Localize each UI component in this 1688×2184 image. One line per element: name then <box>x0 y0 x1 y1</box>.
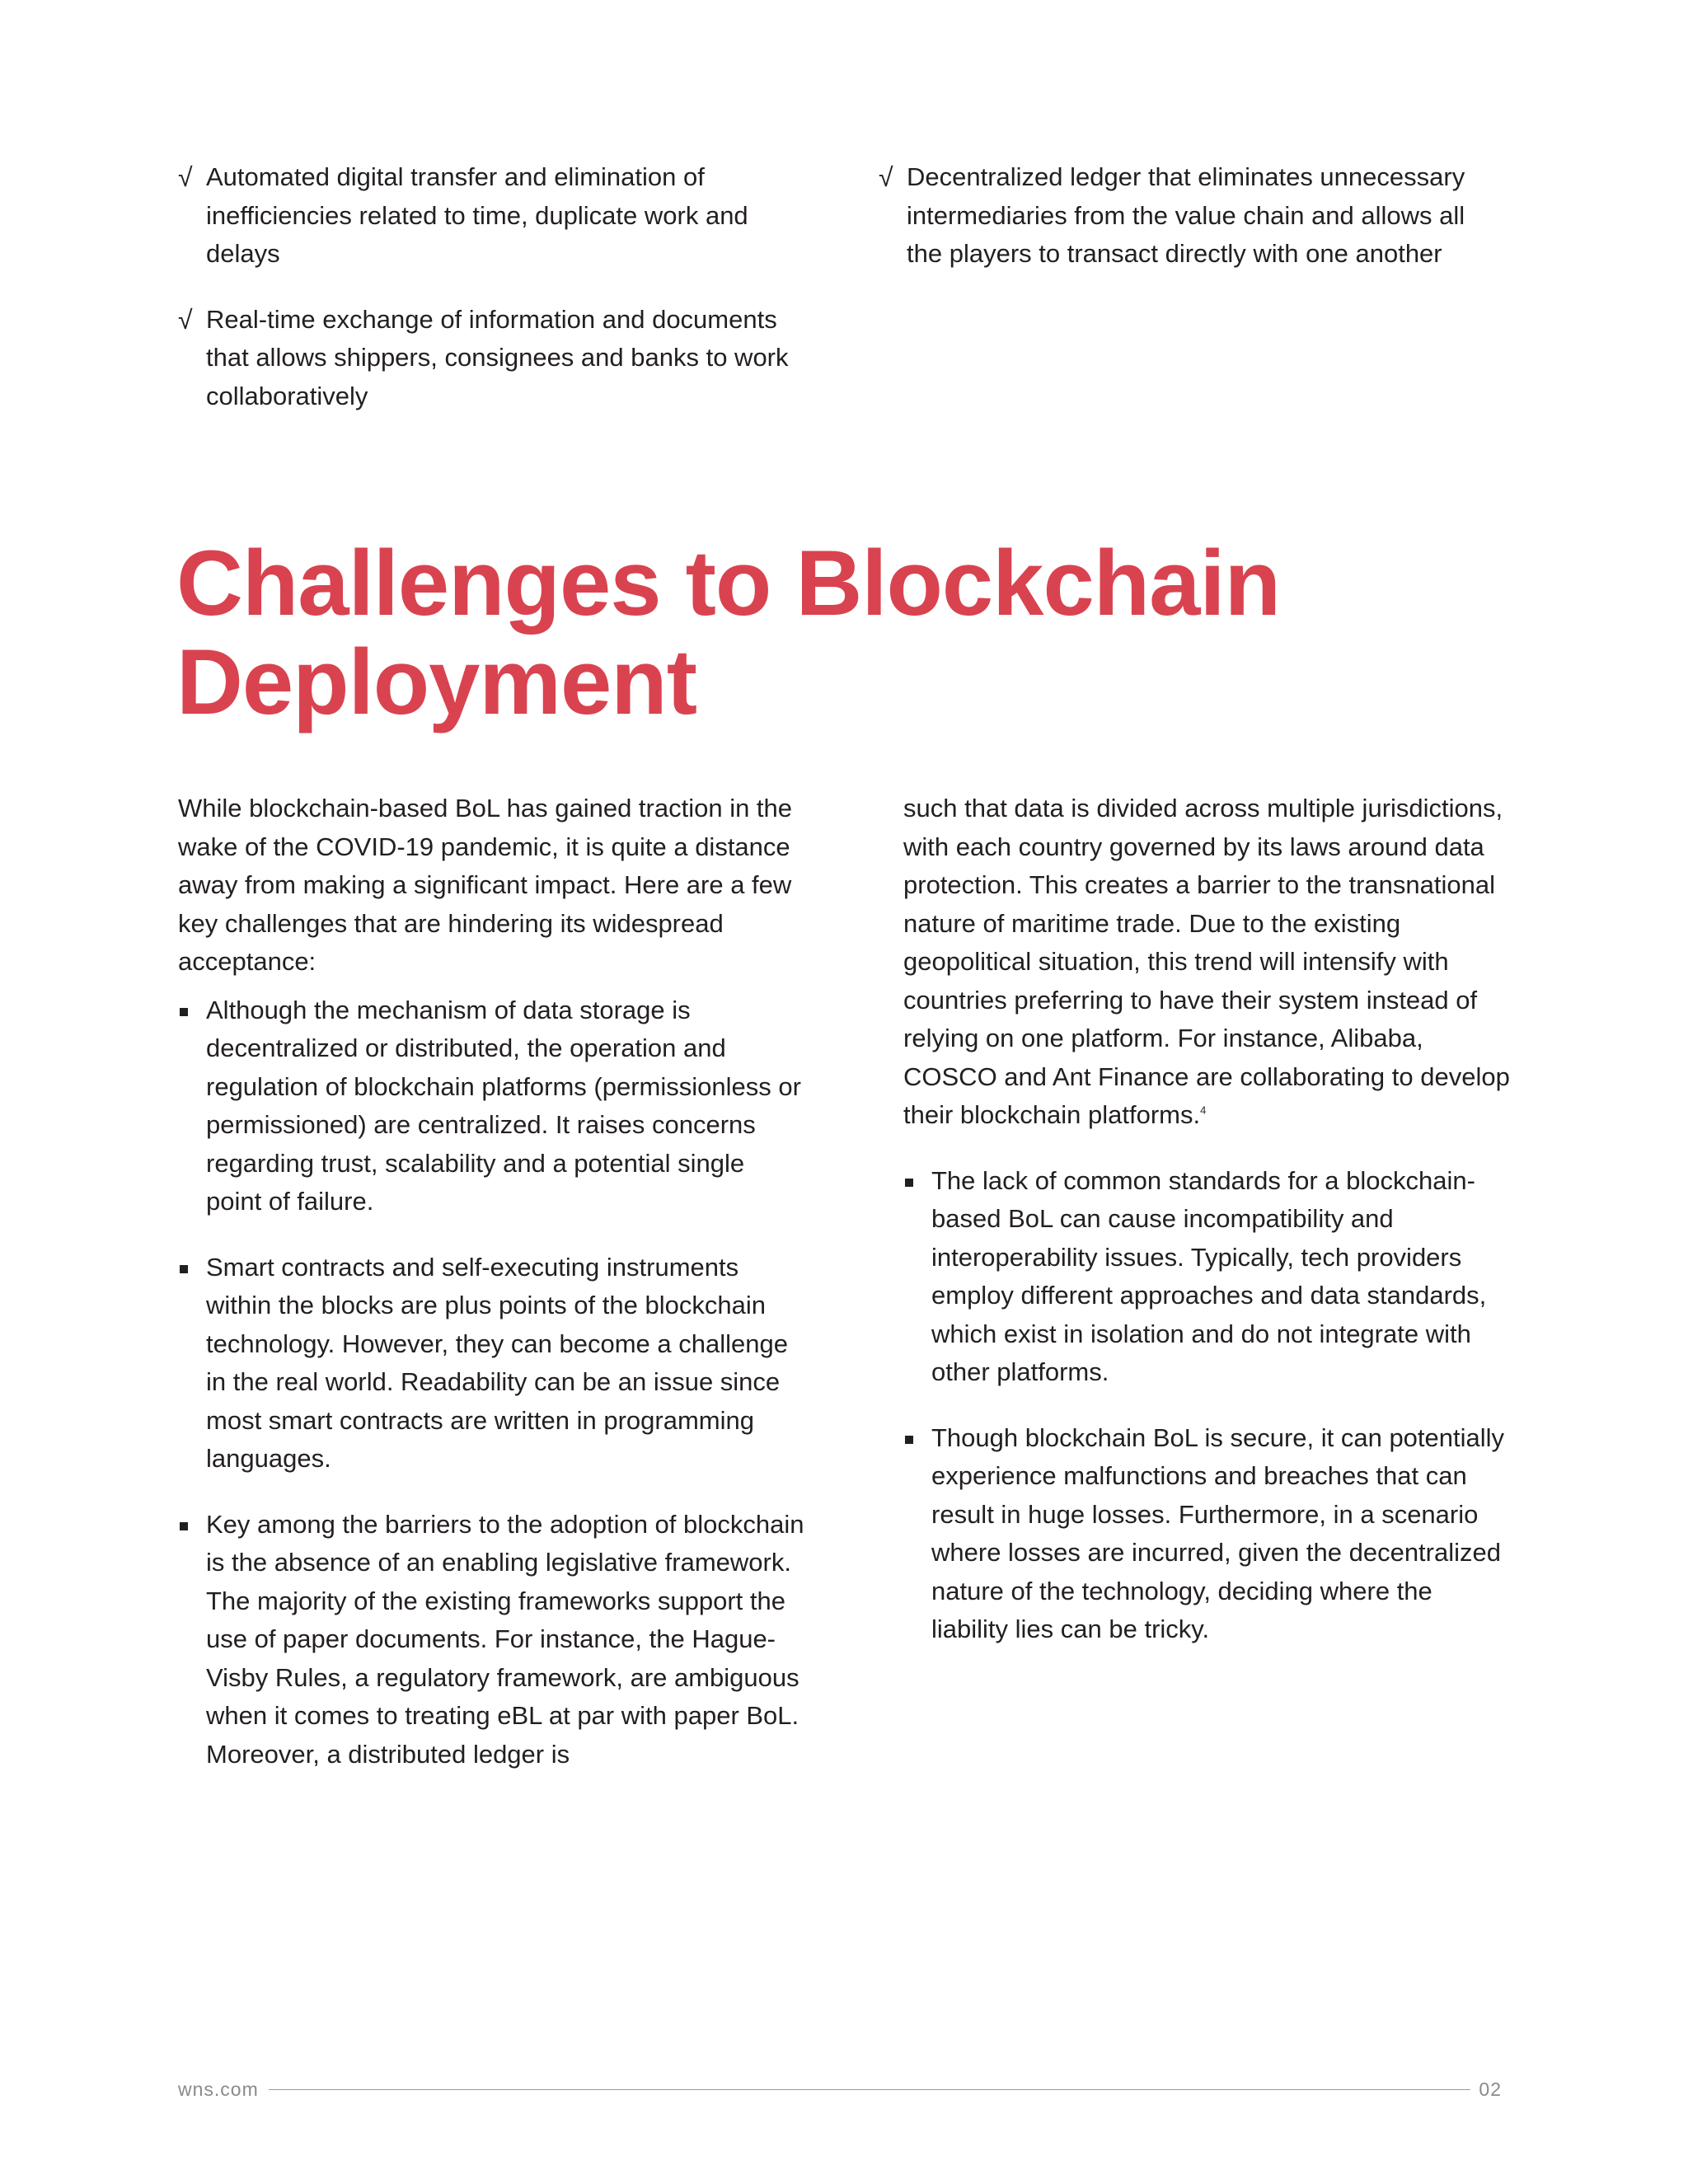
square-bullet-icon <box>905 1179 913 1187</box>
footer-divider <box>269 2089 1471 2090</box>
checklist-item <box>879 158 1505 274</box>
page-footer <box>178 2077 1502 2102</box>
checklist-item-text: Automated digital transfer and elimination of inefficiencies related to time, duplicate work and delays <box>206 162 748 268</box>
square-bullet-icon <box>180 1008 188 1016</box>
challenge-bullet <box>178 991 804 1221</box>
challenge-bullet-text: Although the mechanism of data storage is decentralized or distributed, the operation and regulation of blockchain platforms (permissionless or permissioned) are centralized. It raises concerns regarding trust, scalability and a potential single point of failure. <box>206 995 801 1216</box>
intro-paragraph: While blockchain-based BoL has gained traction in the wake of the COVID-19 pandemic, it is quite a distance away from making a significant impact. Here are a few key challenges that are hindering its widespread acceptance: <box>178 794 793 976</box>
challenge-bullet <box>903 1162 1513 1392</box>
checkmark-icon: √ <box>178 304 193 335</box>
challenge-bullet-text: Smart contracts and self-executing instruments within the blocks are plus points of the blockchain technology. However, they can become a challenge in the real world. Readability can be an issue since most smart contracts are written in programming languages. <box>206 1252 788 1473</box>
checklist-left-column <box>178 158 804 443</box>
challenge-bullet <box>178 1506 804 1774</box>
challenge-bullet-text: The lack of common standards for a blockchain-based BoL can cause incompatibility and interoperability issues. Typically, tech providers employ different approaches and data standards, which exist in isolation and do not integrate with other platforms. <box>931 1165 1487 1386</box>
checklist-item <box>178 301 804 416</box>
continuation-paragraph <box>903 790 1513 1135</box>
challenge-bullet-text: Though blockchain BoL is secure, it can potentially experience malfunctions and breaches that can result in huge losses. Furthermore, in a scenario where losses are incurred, given the decentralized nature of the technology, deciding where the liability lies can be tricky. <box>931 1422 1505 1643</box>
body-left-column <box>178 790 804 1801</box>
footer-site-link[interactable]: wns.com <box>178 2078 259 2100</box>
page-number: 02 <box>1479 2078 1502 2100</box>
checklist-item-text: Real-time exchange of information and documents that allows shippers, consignees and banks to work collaboratively <box>206 304 789 410</box>
section-heading: Challenges to Blockchain Deployment <box>176 532 1280 733</box>
footnote-reference: 4 <box>1200 1104 1207 1117</box>
square-bullet-icon <box>180 1522 188 1530</box>
challenge-bullet <box>178 1249 804 1479</box>
checklist-right-column <box>879 158 1505 301</box>
continuation-text: such that data is divided across multiple jurisdictions, with each country governed by its laws around data protection. This creates a barrier to the transnational nature of maritime trade. Due to the existing geopolitical situation, this trend will intensify with countries preferring to have their system instead of relying on one platform. For instance, Alibaba, COSCO and Ant Finance are collaborating to develop their blockchain platforms. <box>903 794 1510 1129</box>
square-bullet-icon <box>905 1436 913 1444</box>
body-right-column <box>903 790 1513 1676</box>
checkmark-icon: √ <box>178 162 193 192</box>
challenge-bullet <box>903 1419 1513 1649</box>
checklist-item <box>178 158 804 274</box>
challenge-bullet-text: Key among the barriers to the adoption of blockchain is the absence of an enabling legislative framework. The majority of the existing frameworks support the use of paper documents. For instance, the Hague-Visby Rules, a regulatory framework, are ambiguous when it comes to treating eBL at par with paper BoL. Moreover, a distributed ledger is <box>206 1509 804 1769</box>
checkmark-icon: √ <box>879 162 893 192</box>
square-bullet-icon <box>180 1265 188 1273</box>
checklist-item-text: Decentralized ledger that eliminates unnecessary intermediaries from the value chain and allows all the players to transact directly with one another <box>907 162 1465 268</box>
